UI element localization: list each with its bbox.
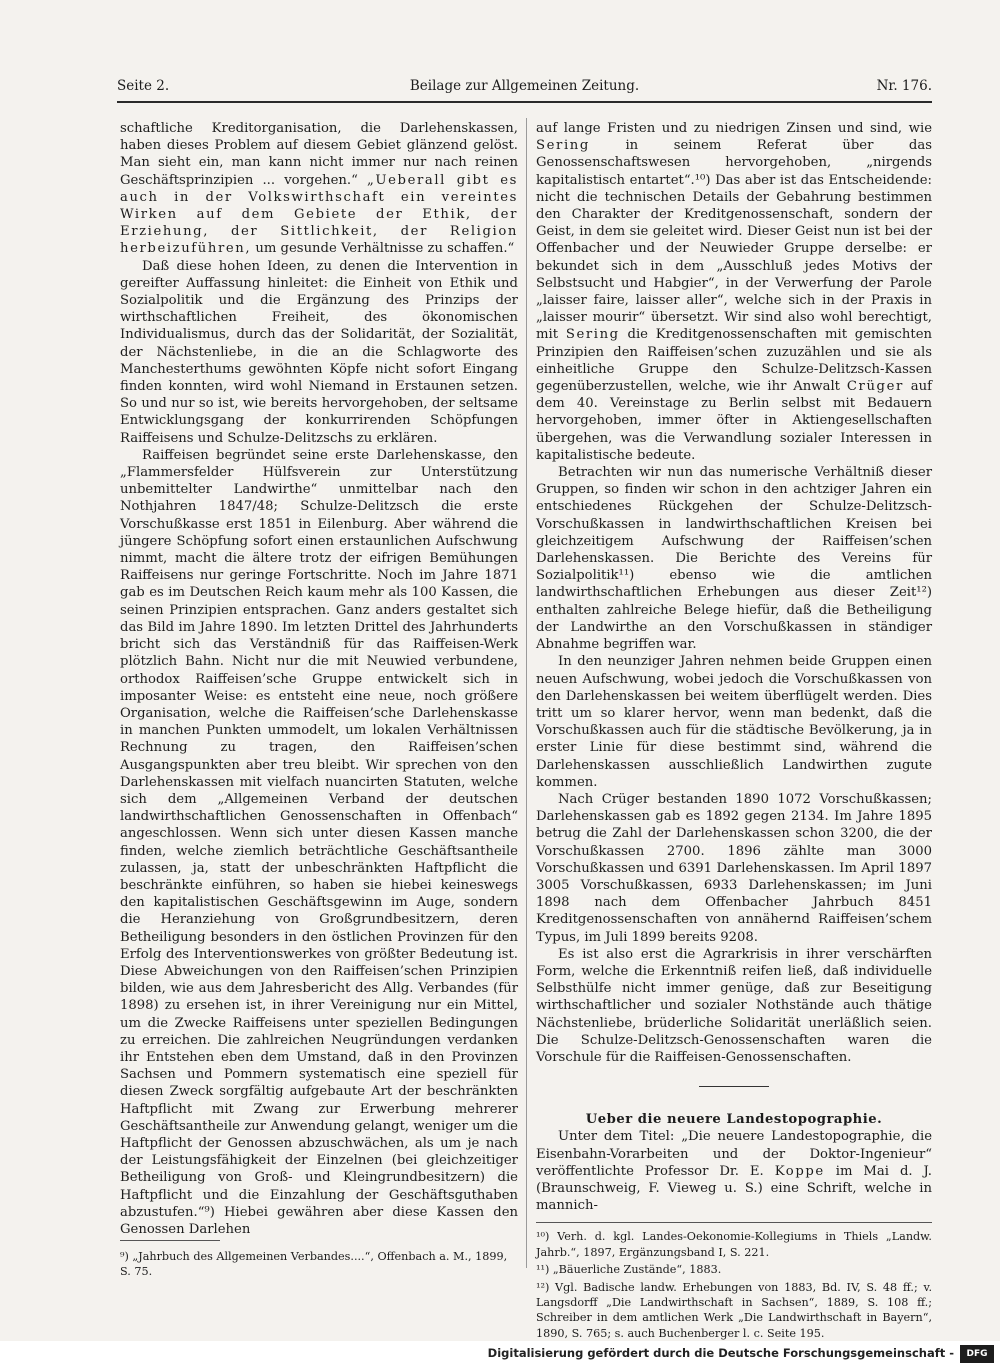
left-footnotes xyxy=(120,1230,518,1280)
right-paragraph-2: Betrachten wir nun das numerische Verhältniß dieser Gruppen, so finden wir schon in den achtziger Jahren ein entschiedenes Rückgehen der Schulze-Delitzsch-Vorschußkassen in landwirthschaftlichen Kreisen bei gleichzeitigem Aufschwung der Raiffeisen’schen Darlehenskassen. Die Berichte des Vereins für Sozialpolitik¹¹) ebenso wie die amtlichen landwirthschaftlichen Erhebungen aus dieser Zeit¹²) enthalten zahlreiche Belege hiefür, daß die Betheiligung der Landwirthe an den Vorschußkassen in ständiger Abnahme begriffen war. xyxy=(536,465,932,653)
name-sering: Sering xyxy=(536,138,590,154)
right-paragraph-5: Es ist also erst die Agrarkrisis in ihrer verschärften Form, welche die Erkenntniß reifen ließ, daß individuelle Selbsthülfe nicht immer genüge, daß zur Beseitigung wirthschaftlicher und sozialer Nothstände auch thätige Nächstenliebe, brüderliche Solidarität unerläßlich seien. Die Schulze-Delitzsch-Genossenschaften waren die Vorschule für die Raiffeisen-Genossenschaften. xyxy=(536,946,932,1065)
page-header xyxy=(117,78,932,100)
header-rule xyxy=(117,101,932,103)
publication-title: Beilage zur Allgemeinen Zeitung. xyxy=(409,78,640,94)
section-rule xyxy=(699,1086,769,1087)
footnote-rule-right xyxy=(536,1222,932,1223)
footnote-10: ¹⁰) Verh. d. kgl. Landes-Oekonomie-Kollegiums in Thiels „Landw. Jahrb.“, 1897, Ergänzungsband I, S. 221. xyxy=(536,1230,932,1259)
footnote-rule xyxy=(120,1240,220,1241)
footnote-ref-9: “⁹) xyxy=(197,1204,215,1220)
name-crueger: Crüger xyxy=(846,379,904,395)
column-divider xyxy=(526,118,527,1268)
emphasized-quote: „Ueberall gibt es auch in der Volkswirthschaft ein vereintes Wirken auf dem Gebiete der Ethik, der Erziehung, der Sittlichkeit, der Religion herbeizuführen, xyxy=(120,172,518,257)
left-column xyxy=(120,120,518,1238)
right-footnotes xyxy=(536,1222,932,1341)
right-paragraph-1: auf lange Fristen und zu niedrigen Zinsen und sind, wie Sering in seinem Referat über das Genossenschaftswesen hervorgehoben, „nirgends kapitalistisch entartet“.¹⁰) Das aber ist das Entscheidende: nicht die technischen Details der Gebahrung bestimmen den Charakter der Kreditgenossenschaft, sondern der Geist, in dem sie geleitet wird. Dieser Geist nun ist bei der Offenbacher und der Neuwieder Gruppe derselbe: er bekundet sich in dem „Ausschluß jedes Motivs der Selbstsucht und Habgier“, in der Verwerfung der Parole „laisser faire, laisser aller“, welche sich in der Praxis in „laisser mourir“ übersetzt. Wir sind also wohl berechtigt, mit Sering die Kreditgenossenschaften mit gemischten Prinzipien den Raiffeisen’schen zuzuzählen und sie als einheitliche Gruppe den Schulze-Delitzsch-Kassen gegenüberzustellen, welche, wie ihr Anwalt Crüger auf dem 40. Vereinstage zu Berlin selbst mit Bedauern hervorgehoben, immer öfter in Aktiengesellschaften übergehen, was die Verwandlung sozialer Interessen in kapitalistische bedeute. xyxy=(536,121,933,463)
left-paragraph-1: schaftliche Kreditorganisation, die Darlehenskassen, haben dieses Problem auf diesem Gebiet glänzend gelöst. Man sieht ein, man kann nicht immer nur nach reinen Geschäftsprinzipien ... vorgehen.“ „Ueberall gibt es auch in der Volkswirthschaft ein vereintes Wirken auf dem Gebiete der Ethik, der Erziehung, der Sittlichkeit, der Religion herbeizuführen, um gesunde Verhältnisse zu schaffen.“ xyxy=(120,121,518,257)
page-number: Seite 2. xyxy=(117,78,170,94)
issue-number: Nr. 176. xyxy=(876,78,932,94)
footnote-12: ¹²) Vgl. Badische landw. Erhebungen von 1883, Bd. IV, S. 48 ff.; v. Langsdorff „Die Landwirthschaft in Sachsen“, 1889, S. 108 ff.; Schreiber in dem amtlichen Werk „Die Landwirthschaft in Bayern“, 1890, S. 765; s. auch Buchenberger l. c. Seite 195. xyxy=(536,1280,932,1340)
right-paragraph-6: Unter dem Titel: „Die neuere Landestopographie, die Eisenbahn-Vorarbeiten und der Doktor-Ingenieur“ veröffentlichte Professor Dr. E. Koppe im Mai d. J. (Braunschweig, F. Vieweg u. S.) eine Schrift, welche in mannich- xyxy=(536,1129,932,1214)
name-sering-2: Sering xyxy=(565,327,620,343)
footnote-9: ⁹) „Jahrbuch des Allgemeinen Verbandes....“, Offenbach a. M., 1899, S. 75. xyxy=(120,1250,508,1279)
name-koppe: Koppe xyxy=(774,1163,825,1179)
section-heading: Ueber die neuere Landestopographie. xyxy=(585,1112,883,1128)
footer-credit: Digitalisierung gefördert durch die Deutsche Forschungsgemeinschaft - xyxy=(487,1346,954,1360)
right-column xyxy=(536,120,932,1341)
right-paragraph-3: In den neunziger Jahren nehmen beide Gruppen einen neuen Aufschwung, wobei jedoch die Vorschußkassen von den Darlehenskassen bei weitem überflügelt werden. Dies tritt um so klarer hervor, wenn man bedenkt, daß die Vorschußkassen auch für die städtische Bevölkerung, ja in erster Linie für diese bestimmt sind, während die Darlehenskassen ausschließlich Landwirthen zugute kommen. xyxy=(536,654,932,790)
left-paragraph-2: Daß diese hohen Ideen, zu denen die Intervention in gereifter Auffassung hinleitet: die Einheit von Ethik und Sozialpolitik und die Ergänzung des Prinzips der wirthschaftlichen Freiheit, des ökonomischen Individualismus, durch das der Solidarität, der Sozialität, der Nächstenliebe, in die an die Schlagworte des Manchesterthums gewöhnten Köpfe nicht sofort Eingang finden konnten, wird wohl Niemand in Erstaunen setzen. So und nur so ist, wie bereits hervorgehoben, der seltsame Entwicklungsgang der konkurrirenden Schöpfungen Raiffeisens und Schulze-Delitzschs zu erklären. xyxy=(120,258,518,446)
footer-bar xyxy=(0,1341,1000,1367)
footnote-11: ¹¹) „Bäuerliche Zustände“, 1883. xyxy=(536,1263,722,1277)
left-paragraph-3: Raiffeisen begründet seine erste Darlehenskasse, den „Flammersfelder Hülfsverein zur Unterstützung unbemittelter Landwirthe“ unmittelbar nach den Nothjahren 1847/48; Schulze-Delitzsch die erste Vorschußkasse erst 1851 in Eilenburg. Aber während die jüngere Schöpfung sofort einen erstaunlichen Aufschwung nimmt, macht die ältere trotz der eifrigen Bemühungen Raiffeisens nur geringe Fortschritte. Noch im Jahre 1871 gab es im Deutschen Reich kaum mehr als 100 Kassen, die seinen Prinzipien entsprachen. Ganz anders gestaltet sich das Bild im Jahre 1890. Im letzten Drittel des Jahrhunderts bricht sich das Verständniß für das Raiffeisen-Werk plötzlich Bahn. Nicht nur die mit Neuwied verbundene, orthodox Raiffeisen’sche Gruppe entwickelt sich in imposanter Weise: es entsteht eine neue, noch größere Organisation, welche die Raiffeisen’sche Darlehenskasse in manchen Punkten ummodelt, um lokalen Verhältnissen Rechnung zu tragen, den Raiffeisen’schen Ausgangspunkten aber treu bleibt. Wir sprechen von den Darlehenskassen mit vielfach nuancirten Statuten, welche sich dem „Allgemeinen Verband der deutschen landwirthschaftlichen Genossenschaften in Offenbach“ angeschlossen. Wenn sich unter diesen Kassen manche finden, welche ziemlich beträchtliche Geschäftsantheile zulassen, ja, statt der unbeschränkten Haftpflicht die beschränkte einführen, so haben sie hiebei keineswegs den kapitalistischen Geschäftsgewinn im Auge, sondern die Heranziehung von Großgrundbesitzern, deren Betheiligung besonders in den östlichen Provinzen für den Erfolg des Interventionswerkes von größter Bedeutung ist. Diese Abweichungen von den Raiffeisen’schen Prinzipien bilden, wie aus dem Jahresbericht des Allg. Verbandes (für 1898) zu ersehen ist, in ihrer Vereinigung nur ein Mittel, um die Zwecke Raiffeisens unter speziellen Bedingungen zu erreichen. Die zahlreichen Neugründungen verdanken ihr Entstehen eben dem Umstand, daß in den Provinzen Sachsen und Pommern systematisch eine speziell für diesen Zweck sorgfältig aufgebaute Art der beschränkten Haftpflicht mit Zwang zur Erwerbung mehrerer Geschäftsantheile zur Anwendung gelangt, weniger um die Haftpflicht der Genossen abzuschwächen, als um je nach der Leistungsfähigkeit der Einzelnen (bei gleichzeitiger Betheiligung von Groß- und Kleingrundbesitzern) die Haftpflicht und die Einzahlung der Geschäftsguthaben abzustufen.“⁹) Hiebei gewähren aber diese Kassen den Genossen Darlehen xyxy=(120,447,518,1237)
right-paragraph-4: Nach Crüger bestanden 1890 1072 Vorschußkassen; Darlehenskassen gab es 1892 gegen 2134. Im Jahre 1895 betrug die Zahl der Darlehenskassen schon 3200, die der Vorschußkassen 2700. 1896 zählte man 3000 Vorschußkassen und 6391 Darlehenskassen. Im April 1897 3005 Vorschußkassen, 6933 Darlehenskassen; im Juni 1898 nach dem Offenbacher Jahrbuch 8451 Kreditgenossenschaften von annähernd Raiffeisen’schem Typus, im Juli 1899 bereits 9208. xyxy=(536,791,932,945)
dfg-logo-icon: DFG xyxy=(960,1345,994,1363)
